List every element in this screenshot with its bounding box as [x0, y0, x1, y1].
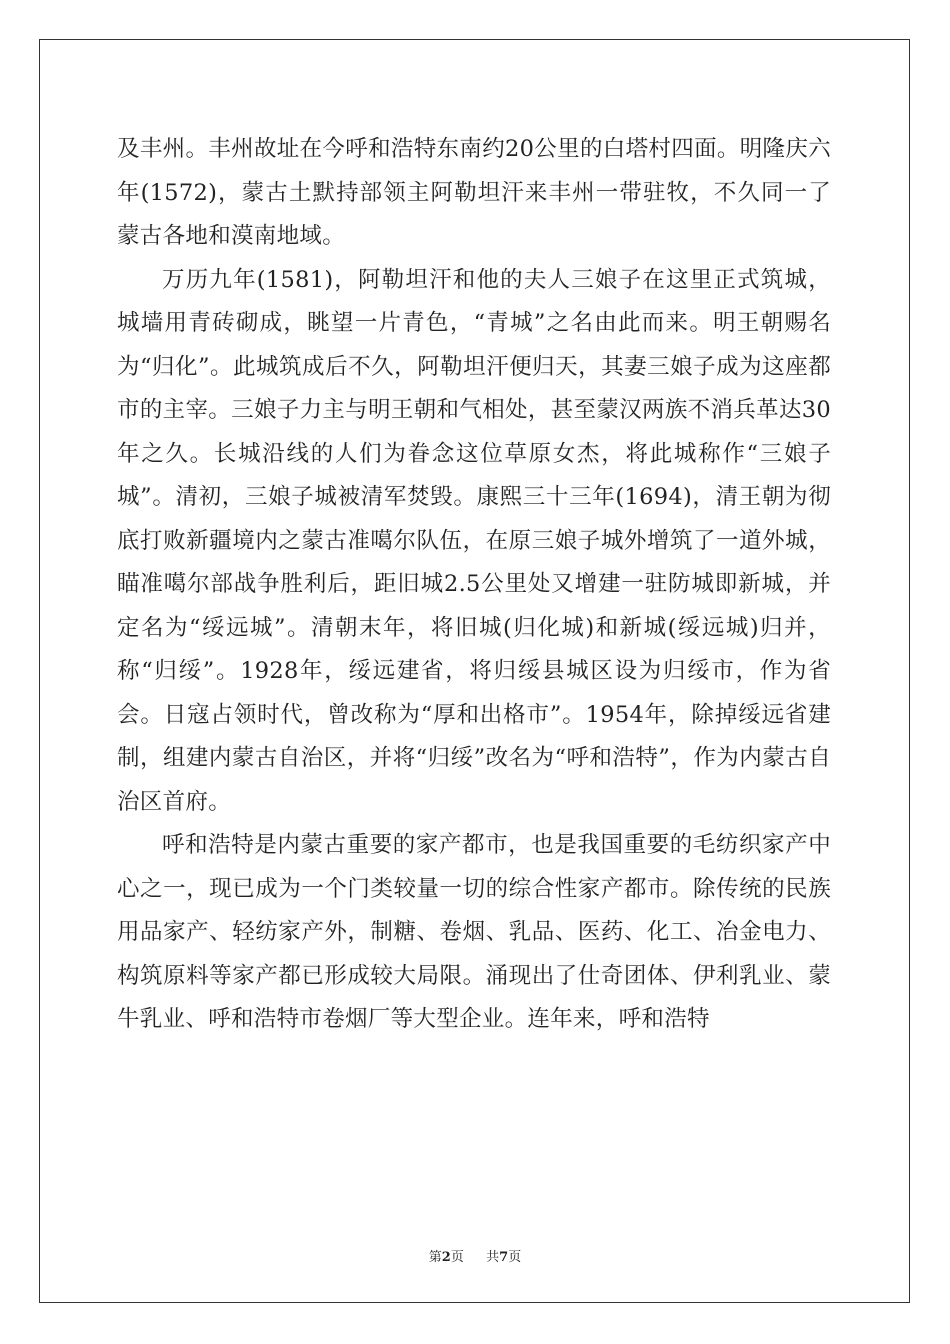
total-pages-label	[486, 1250, 521, 1265]
page-number-label	[429, 1250, 468, 1265]
current-page-number: 2	[441, 1250, 451, 1265]
page-prefix: 第	[428, 1250, 442, 1265]
document-body	[117, 128, 831, 1042]
paragraph-2: 万历九年(1581)，阿勒坦汗和他的夫人三娘子在这里正式筑城，城墙用青砖砌成，眺望一片青色，“青城”之名由此而来。明王朝赐名为“归化”。此城筑成后不久，阿勒坦汗便归天，其妻三娘子成为这座都市的主宰。三娘子力主与明王朝和气相处，甚至蒙汉两族不消兵革达30年之久。长城沿线的人们为眷念这位草原女杰，将此城称作“三娘子城”。清初，三娘子城被清军焚毁。康熙三十三年(1694)，清王朝为彻底打败新疆境内之蒙古准噶尔队伍，在原三娘子城外增筑了一道外城，瞄准噶尔部战争胜利后，距旧城2.5公里处又增建一驻防城即新城，并定名为“绥远城”。清朝末年，将旧城(归化城)和新城(绥远城)归并，称“归绥”。1928年，绥远建省，将归绥县城区设为归绥市，作为省会。日寇占领时代，曾改称为“厚和出格市”。1954年，除掉绥远省建制，组建内蒙古自治区，并将“归绥”改名为“呼和浩特”，作为内蒙古自治区首府。	[117, 266, 831, 815]
total-prefix: 共	[486, 1250, 500, 1265]
page-footer	[0, 1246, 950, 1265]
total-unit: 页	[508, 1250, 522, 1265]
total-page-number: 7	[499, 1250, 509, 1265]
paragraph-3: 呼和浩特是内蒙古重要的家产都市，也是我国重要的毛纺织家产中心之一，现已成为一个门类较量一切的综合性家产都市。除传统的民族用品家产、轻纺家产外，制糖、卷烟、乳品、医药、化工、冶金电力、构筑原料等家产都已形成较大局限。涌现出了仕奇团体、伊利乳业、蒙牛乳业、呼和浩特市卷烟厂等大型企业。连年来，呼和浩特	[117, 832, 831, 1032]
page-unit: 页	[450, 1250, 464, 1265]
paragraph-1: 及丰州。丰州故址在今呼和浩特东南约20公里的白塔村四面。明隆庆六年(1572)，蒙古土默持部领主阿勒坦汗来丰州一带驻牧，不久同一了蒙古各地和漠南地域。	[117, 136, 831, 249]
